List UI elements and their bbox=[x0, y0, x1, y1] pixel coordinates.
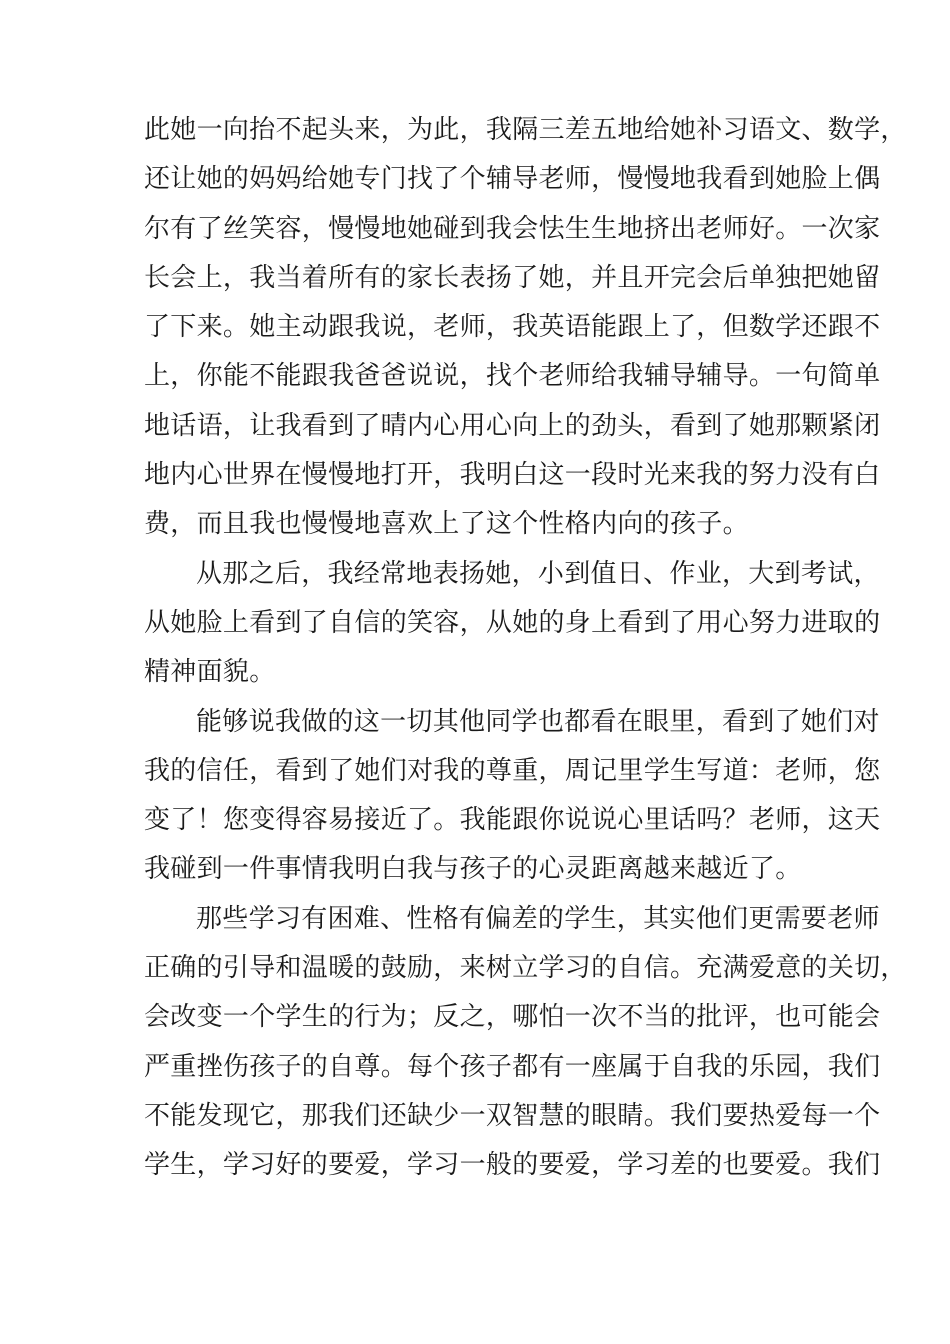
text-line: 费，而且我也慢慢地喜欢上了这个性格内向的孩子。 bbox=[144, 509, 749, 540]
text-line: 我的信任，看到了她们对我的尊重，周记里学生写道：老师，您 bbox=[144, 755, 881, 786]
text-line: 精神面貌。 bbox=[144, 657, 276, 688]
document-body bbox=[144, 106, 907, 1191]
text-line: 还让她的妈妈给她专门找了个辅导老师，慢慢地我看到她脸上偶 bbox=[144, 164, 881, 195]
text-line: 学生，学习好的要爱，学习一般的要爱，学习差的也要爱。我们 bbox=[144, 1150, 881, 1181]
text-line: 不能发现它，那我们还缺少一双智慧的眼睛。我们要热爱每一个 bbox=[144, 1100, 881, 1131]
text-line: 长会上，我当着所有的家长表扬了她，并且开完会后单独把她留 bbox=[144, 262, 881, 293]
paragraph-first-line: 从那之后，我经常地表扬她，小到值日、作业，大到考试， bbox=[196, 558, 880, 589]
text-line: 地内心世界在慢慢地打开，我明白这一段时光来我的努力没有白 bbox=[144, 460, 881, 491]
text-line: 正确的引导和温暖的鼓励，来树立学习的自信。充满爱意的关切， bbox=[144, 953, 907, 984]
paragraph-first-line: 那些学习有困难、性格有偏差的学生，其实他们更需要老师 bbox=[196, 903, 880, 934]
text-line: 变了！您变得容易接近了。我能跟你说说心里话吗？老师，这天 bbox=[144, 805, 881, 836]
text-line: 我碰到一件事情我明白我与孩子的心灵距离越来越近了。 bbox=[144, 854, 802, 885]
text-line: 地话语，让我看到了晴内心用心向上的劲头，看到了她那颗紧闭 bbox=[144, 410, 881, 441]
text-line: 会改变一个学生的行为；反之，哪怕一次不当的批评，也可能会 bbox=[144, 1002, 881, 1033]
text-line: 此她一向抬不起头来，为此，我隔三差五地给她补习语文、数学， bbox=[144, 115, 907, 145]
text-line: 严重挫伤孩子的自尊。每个孩子都有一座属于自我的乐园，我们 bbox=[144, 1051, 881, 1082]
paragraph-first-line: 能够说我做的这一切其他同学也都看在眼里，看到了她们对 bbox=[196, 706, 880, 737]
text-line: 了下来。她主动跟我说，老师，我英语能跟上了，但数学还跟不 bbox=[144, 312, 881, 343]
text-line: 尔有了丝笑容，慢慢地她碰到我会怯生生地挤出老师好。一次家 bbox=[144, 213, 881, 244]
text-line: 上，你能不能跟我爸爸说说，找个老师给我辅导辅导。一句简单 bbox=[144, 361, 881, 392]
text-line: 从她脸上看到了自信的笑容，从她的身上看到了用心努力进取的 bbox=[144, 607, 881, 638]
